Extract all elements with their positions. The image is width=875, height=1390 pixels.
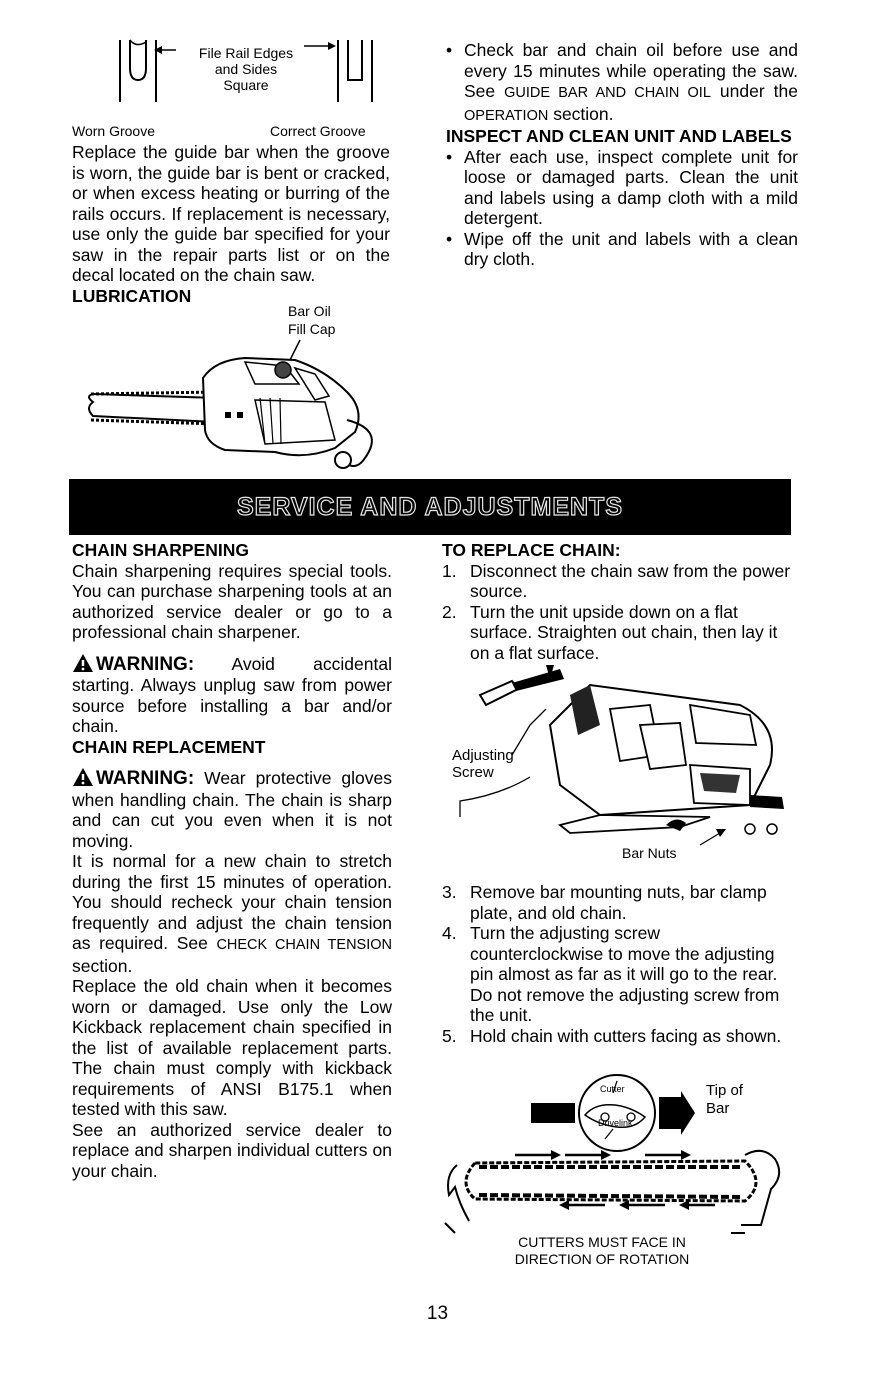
tip-label-line-2: Bar	[706, 1100, 730, 1117]
callout-line-1: File Rail Edges	[198, 45, 294, 61]
warning-triangle-icon	[72, 653, 94, 673]
tip-label-line-1: Tip of	[706, 1082, 743, 1099]
fill-cap-label	[288, 302, 335, 338]
adjusting-screw-label	[452, 747, 514, 781]
replacement-warning-text: Wear protective gloves when handling chain. The chain is sharp and can cut you even when it is not moving.	[72, 768, 392, 851]
callout-line-3: Square	[223, 77, 269, 93]
step-2	[442, 602, 798, 664]
step-number: 3.	[442, 882, 457, 902]
inspect-bullet-1-text: After each use, inspect complete unit for loose or damaged parts. Clean the unit and labels using a damp cloth with a mild detergent.	[464, 146, 798, 228]
groove-callout	[176, 45, 316, 93]
chain-stretch-paragraph	[72, 851, 392, 976]
stretch-text-a: It is normal for a new chain to stretch during the first 15 minutes of operation. You should recheck your chain tension frequently and adjust the chain tension as required. See	[72, 851, 392, 953]
replace-old-chain-paragraph: Replace the old chain when it becomes worn or damaged. Use only the Low Kickback replacement chain specified in the list of available replacement parts. The chain must comply with kickback requirements of ANSI B175.1 when tested with this saw.	[72, 976, 392, 1119]
step-text: Disconnect the chain saw from the power source.	[470, 560, 791, 601]
check-oil-text-b: under the	[710, 81, 799, 101]
replacement-warning	[72, 767, 392, 851]
step-1	[442, 561, 798, 602]
step-text: Remove bar mounting nuts, bar clamp plate, and old chain.	[470, 882, 767, 923]
adjusting-label-line-1: Adjusting	[452, 747, 514, 764]
bar-nuts-label: Bar Nuts	[622, 845, 677, 861]
drivelink-label: Drivelink	[598, 1118, 633, 1128]
step-3	[442, 882, 798, 923]
step-number: 2.	[442, 601, 457, 622]
stretch-text-b: section.	[72, 955, 133, 976]
tip-of-bar-label	[706, 1082, 743, 1118]
fill-cap-label-line-1: Bar Oil	[288, 303, 331, 319]
replace-chain-steps-bottom	[442, 882, 798, 1046]
check-oil-text-a: Check bar and chain oil before use and every 15 minutes while operating the saw. See	[464, 40, 798, 101]
chain-sharpening-text: Chain sharpening requires special tools. You can purchase sharpening tools at an authorized service dealer or go to a professional chain sharpener.	[72, 560, 392, 642]
sharpening-warning-text: Avoid accidental starting. Always unplug saw from power source before installing a bar and/or chain.	[72, 653, 392, 736]
warning-word: WARNING:	[96, 653, 195, 675]
page-number: 13	[426, 1303, 449, 1324]
lubrication-heading: LUBRICATION	[72, 285, 192, 306]
check-oil-ref: GUIDE BAR AND CHAIN OIL	[504, 85, 711, 101]
inspect-heading: INSPECT AND CLEAN UNIT AND LABELS	[446, 126, 792, 146]
step-4	[442, 923, 798, 1026]
check-oil-bullet	[446, 40, 798, 126]
stretch-ref: CHECK CHAIN TENSION	[216, 937, 392, 953]
step-number: 1.	[442, 560, 457, 581]
step-5	[442, 1026, 798, 1047]
replace-chain-heading: TO REPLACE CHAIN:	[442, 540, 621, 560]
worn-groove-label: Worn Groove	[72, 123, 155, 139]
caption-line-2: DIRECTION OF ROTATION	[514, 1251, 690, 1267]
bullet-mark: •	[446, 228, 453, 249]
warning-word: WARNING:	[96, 768, 195, 789]
replace-chain-steps-top	[442, 540, 798, 663]
dealer-paragraph: See an authorized service dealer to replace and sharpen individual cutters on your chain.	[72, 1119, 392, 1181]
left-top-column	[72, 142, 390, 306]
step-text: Hold chain with cutters facing as shown.	[470, 1025, 782, 1046]
check-oil-text	[464, 40, 798, 126]
bullet-mark: •	[446, 146, 453, 167]
chainsaw-lubrication-illustration	[85, 340, 385, 475]
correct-groove-label: Correct Groove	[270, 123, 366, 139]
bullet-mark: •	[446, 40, 453, 60]
chain-replacement-heading: CHAIN REPLACEMENT	[72, 736, 266, 757]
sharpening-warning	[72, 653, 392, 737]
section-banner-title: SERVICE AND ADJUSTMENTS	[236, 492, 623, 521]
cutter-label: Cutter	[600, 1084, 625, 1094]
callout-line-2: and Sides	[214, 61, 278, 77]
inspect-bullet-1	[446, 147, 798, 229]
check-oil-text-c: section.	[548, 103, 614, 124]
caption-line-1: CUTTERS MUST FACE IN	[518, 1234, 686, 1250]
step-number: 5.	[442, 1025, 457, 1046]
right-top-column	[446, 40, 798, 270]
warning-triangle-icon	[72, 767, 94, 787]
inspect-bullet-2-text: Wipe off the unit and labels with a clean dry cloth.	[464, 228, 798, 269]
fill-cap-label-line-2: Fill Cap	[288, 321, 336, 337]
inspect-bullet-2	[446, 229, 798, 270]
chain-sharpening-heading: CHAIN SHARPENING	[72, 540, 249, 560]
left-lower-column	[72, 540, 392, 1181]
step-number: 4.	[442, 923, 457, 943]
step-text: Turn the unit upside down on a flat surface. Straighten out chain, then lay it on a flat surface.	[470, 601, 778, 663]
step-text: Turn the adjusting screw counterclockwise to move the adjusting pin almost as far as it will go to the rear. Do not remove the adjusting screw from the unit.	[470, 923, 780, 1025]
guide-bar-paragraph: Replace the guide bar when the groove is worn, the guide bar is bent or cracked, or when excess heating or burring of the rails occurs. If replacement is necessary, use only the guide bar specified for your saw in the repair parts list or on the decal located on the chain saw.	[72, 142, 390, 285]
section-banner	[69, 479, 791, 535]
check-oil-ref-2: OPERATION	[464, 107, 549, 124]
adjusting-label-line-2: Screw	[452, 764, 494, 781]
cutters-caption	[472, 1234, 732, 1268]
